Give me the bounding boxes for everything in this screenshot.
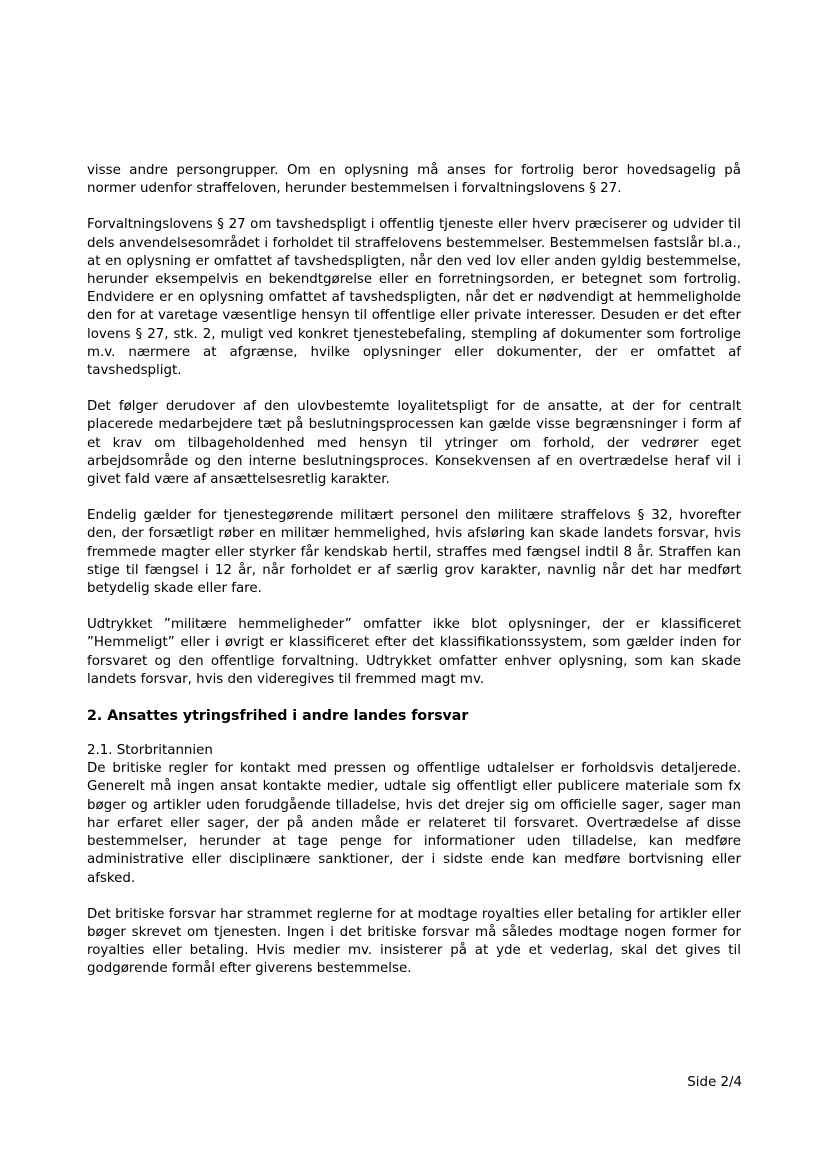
page-number: Side 2/4 xyxy=(687,1075,742,1090)
paragraph: Udtrykket ”militære hemmeligheder” omfatter ikke blot oplysninger, der er klassificeret ”Hemmeligt” eller i øvrigt er klassificeret efter det klassifikationssystem, som gælder inden for forsvaret og den offentlige forvaltning. Udtrykket omfatter enhver oplysning, som kan skade landets forsvar, hvis den videregives til fremmed magt mv. xyxy=(87,617,741,687)
subsection-heading: 2.1. Storbritannien xyxy=(87,743,213,759)
paragraph: visse andre persongrupper. Om en oplysning må anses for fortrolig beror hovedsagelig på normer udenfor straffeloven, herunder bestemmelsen i forvaltningslovens § 27. xyxy=(87,163,741,197)
paragraph: Forvaltningslovens § 27 om tavshedspligt i offentlig tjeneste eller hverv præciserer og udvider til dels anvendelsesområdet i forholdet til straffelovens bestemmelser. Bestemmelsen fastslår bl.a., at en oplysning er omfattet af tavshedspligten, når den ved lov eller anden gyldig bestemmelse, herunder eksempelvis en bekendtgørelse eller en forretningsorden, er betegnet som fortrolig. Endvidere er en oplysning omfattet af tavshedspligten, når det er nødvendigt at hemmeligholde den for at varetage væsentlige hensyn til offentlige eller private interesser. Desuden er det efter lovens § 27, stk. 2, muligt ved konkret tjenestebefaling, stempling af dokumenter som fortrolige m.v. nærmere at afgrænse, hvilke oplysninger eller dokumenter, der er omfattet af tavshedspligt. xyxy=(87,217,741,379)
paragraph: Det britiske forsvar har strammet reglerne for at modtage royalties eller betaling for artikler eller bøger skrevet om tjenesten. Ingen i det britiske forsvar må således modtage nogen former for royalties eller betaling. Hvis medier mv. insisterer på at yde et vederlag, skal det gives til godgørende formål efter giverens bestemmelse. xyxy=(87,906,741,977)
document-body xyxy=(87,162,741,997)
paragraph: De britiske regler for kontakt med pressen og offentlige udtalelser er forholdsvis detaljerede. Generelt må ingen ansat kontakte medier, udtale sig offentligt eller publicere materiale som fx bøger og artikler uden forudgående tilladelse, hvis det drejer sig om officielle sager, sager man har erfaret eller sager, der på anden måde er relateret til forsvaret. Overtrædelse af disse bestemmelser, herunder at tage penge for informationer uden tilladelse, kan medføre administrative eller disciplinære sanktioner, der i sidste ende kan medføre bortvisning eller afsked. xyxy=(87,761,741,886)
paragraph: Det følger derudover af den ulovbestemte loyalitetspligt for de ansatte, at der for centralt placerede medarbejdere tæt på beslutningsprocessen kan gælde visse begrænsninger i form af et krav om tilbageholdenhed med hensyn til ytringer om forhold, der vedrører eget arbejdsområde og den interne beslutningsproces. Konsekvensen af en overtrædelse heraf vil i givet fald være af ansættelsesretlig karakter. xyxy=(87,399,741,488)
paragraph: Endelig gælder for tjenestegørende militært personel den militære straffelovs § 32, hvorefter den, der forsætligt røber en militær hemmelighed, hvis afsløring kan skade landets forsvar, hvis fremmede magter eller styrker får kendskab hertil, straffes med fængsel indtil 8 år. Straffen kan stige til fængsel i 12 år, når forholdet er af særlig grov karakter, navnlig når det har medført betydelig skade eller fare. xyxy=(87,508,741,597)
section-heading: 2. Ansattes ytringsfrihed i andre landes forsvar xyxy=(87,708,469,725)
